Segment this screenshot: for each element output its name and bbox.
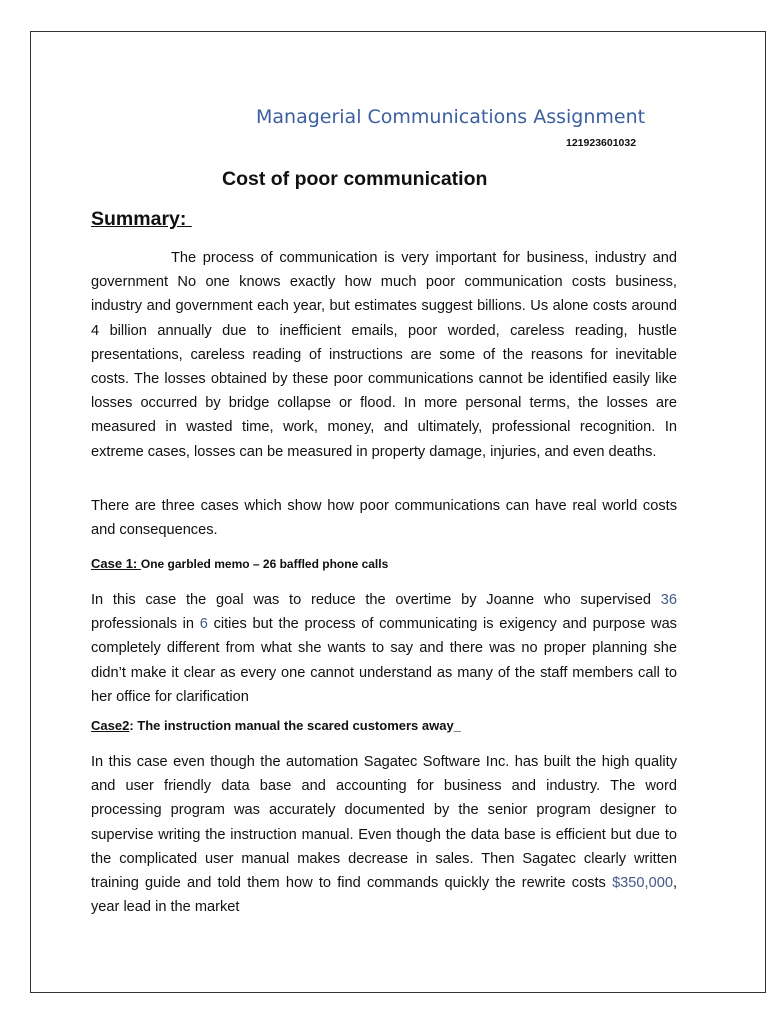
case1-heading (91, 556, 388, 571)
case1-paragraph (91, 588, 677, 709)
case2-amount: $350,000 (612, 875, 673, 892)
case2-text-part2: , year lead in the market (91, 875, 677, 916)
cases-intro-paragraph: There are three cases which show how poor communications can have real world costs and consequences. (91, 498, 677, 539)
case2-paragraph (91, 750, 677, 919)
document-title: Managerial Communications Assignment (256, 106, 646, 128)
intro-paragraph: The process of communication is very important for business, industry and government No one knows exactly how much poor communication costs business, industry and government each year, but estimates suggest billions. Us alone costs around 4 billion annually due to inefficient emails, poor worded, careless reading, hustle presentations, careless reading of instructions are some of the reasons for inevitable costs. The losses obtained by these poor communications cannot be identified easily like losses occurred by bridge collapse or flood. In more personal terms, the losses are measured in wasted time, work, money, and ultimately, professional recognition. In extreme cases, losses can be measured in property damage, injuries, and even deaths. (91, 250, 677, 460)
case1-text-part2: professionals in (91, 616, 200, 633)
case1-text-part3: cities but the process of communicating is exigency and purpose was completely different from what she wants to say and there was no proper planning she didn’t make it clear as every one cannot understand as many of the staff members call to her office for clarification (91, 616, 677, 705)
case1-num-professionals: 36 (660, 592, 677, 608)
document-id-number: 121923601032 (566, 137, 637, 149)
case1-subtitle: One garbled memo – 26 baffled phone calls (140, 557, 389, 571)
case1-label: Case 1: (91, 556, 141, 571)
case2-subtitle: : The instruction manual the scared customers away_ (129, 718, 461, 733)
summary-heading: Summary: (91, 208, 192, 230)
case2-heading (91, 718, 461, 733)
case1-num-cities: 6 (199, 616, 208, 633)
case1-text-part1: In this case the goal was to reduce the overtime by Joanne who supervised (91, 592, 661, 608)
case2-text-part1: In this case even though the automation Sagatec Software Inc. has built the high quality and user friendly data base and accounting for business and industry. The word processing program was accurately documented by the senior program designer to supervise writing the instruction manual. Even though the data base is efficient but due to the complicated user manual makes decrease in sales. Then Sagatec clearly written training guide and told them how to find commands quickly the rewrite costs (91, 754, 677, 892)
document-heading: Cost of poor communication (222, 168, 488, 190)
case2-label: Case2 (91, 718, 130, 733)
